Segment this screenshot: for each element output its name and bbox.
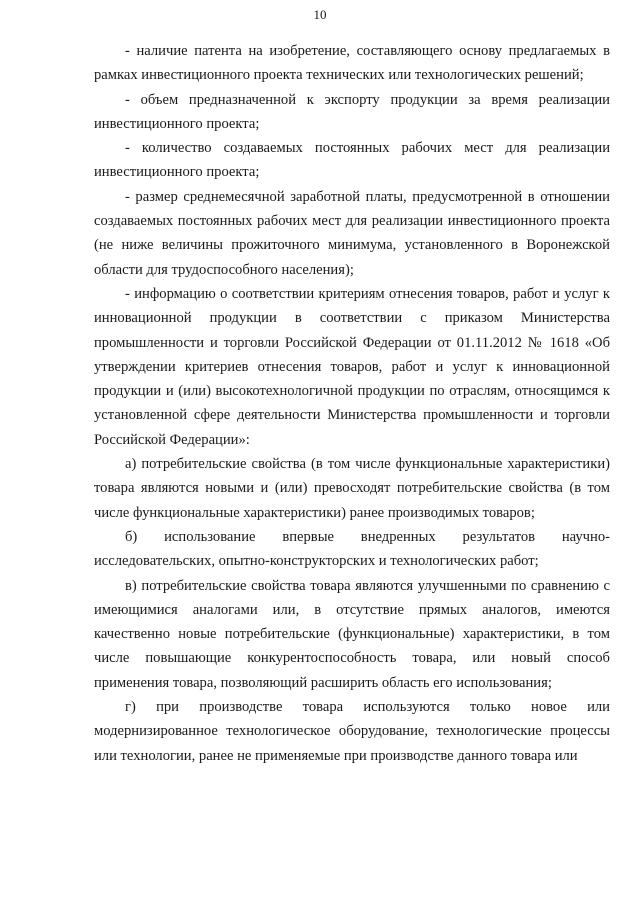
paragraph-innovation-criteria: - информацию о соответствии критериям отнесения товаров, работ и услуг к инновационной продукции в соответствии с приказом Министерства промышленности и торговли Российской Федерации от 01.11.2012 № 1618 «Об утверждении критериев отнесения товаров, работ и услуг к инновационной продукции и (или) высокотехнологичной продукции по отраслям, относящимся к установленной сфере деятельности Министерства промышленности и торговли Российской Федерации»: <box>94 285 610 448</box>
paragraph-criterion-c: в) потребительские свойства товара являются улучшенными по сравнению с имеющимися аналогами или, в отсутствие прямых аналогов, имеются качественно новые потребительские (функциональные) характеристики, в том числе повышающие конкурентоспособность товара, или новый способ применения товара, позволяющий расширить область его использования; <box>94 577 610 691</box>
paragraph-export-volume: - объем предназначенной к экспорту продукции за время реализации инвестиционного проекта; <box>94 91 610 132</box>
page-number: 10 <box>313 7 327 22</box>
paragraph-jobs-count: - количество создаваемых постоянных рабочих мест для реализации инвестиционного проекта; <box>94 140 610 181</box>
paragraph-criterion-d: г) при производстве товара используются только новое или модернизированное технологическое оборудование, технологические процессы или технологии, ранее не применяемые при производстве данного товара или <box>94 699 610 764</box>
document-body <box>94 39 610 768</box>
paragraph-criterion-b: б) использование впервые внедренных результатов научно-исследовательских, опытно-конструкторских и технологических работ; <box>94 528 610 570</box>
paragraph-patent: - наличие патента на изобретение, составляющего основу предлагаемых в рамках инвестиционного проекта технических или технологических решений; <box>94 43 610 84</box>
paragraph-average-salary: - размер среднемесячной заработной платы, предусмотренной в отношении создаваемых постоянных рабочих мест для реализации инвестиционного проекта (не ниже величины прожиточного минимума, установленного в Воронежской области для трудоспособного населения); <box>94 188 610 278</box>
paragraph-criterion-a: а) потребительские свойства (в том числе функциональные характеристики) товара являются новыми и (или) превосходят потребительские свойства (в том числе функциональные характеристики) ранее производимых товаров; <box>94 456 610 521</box>
